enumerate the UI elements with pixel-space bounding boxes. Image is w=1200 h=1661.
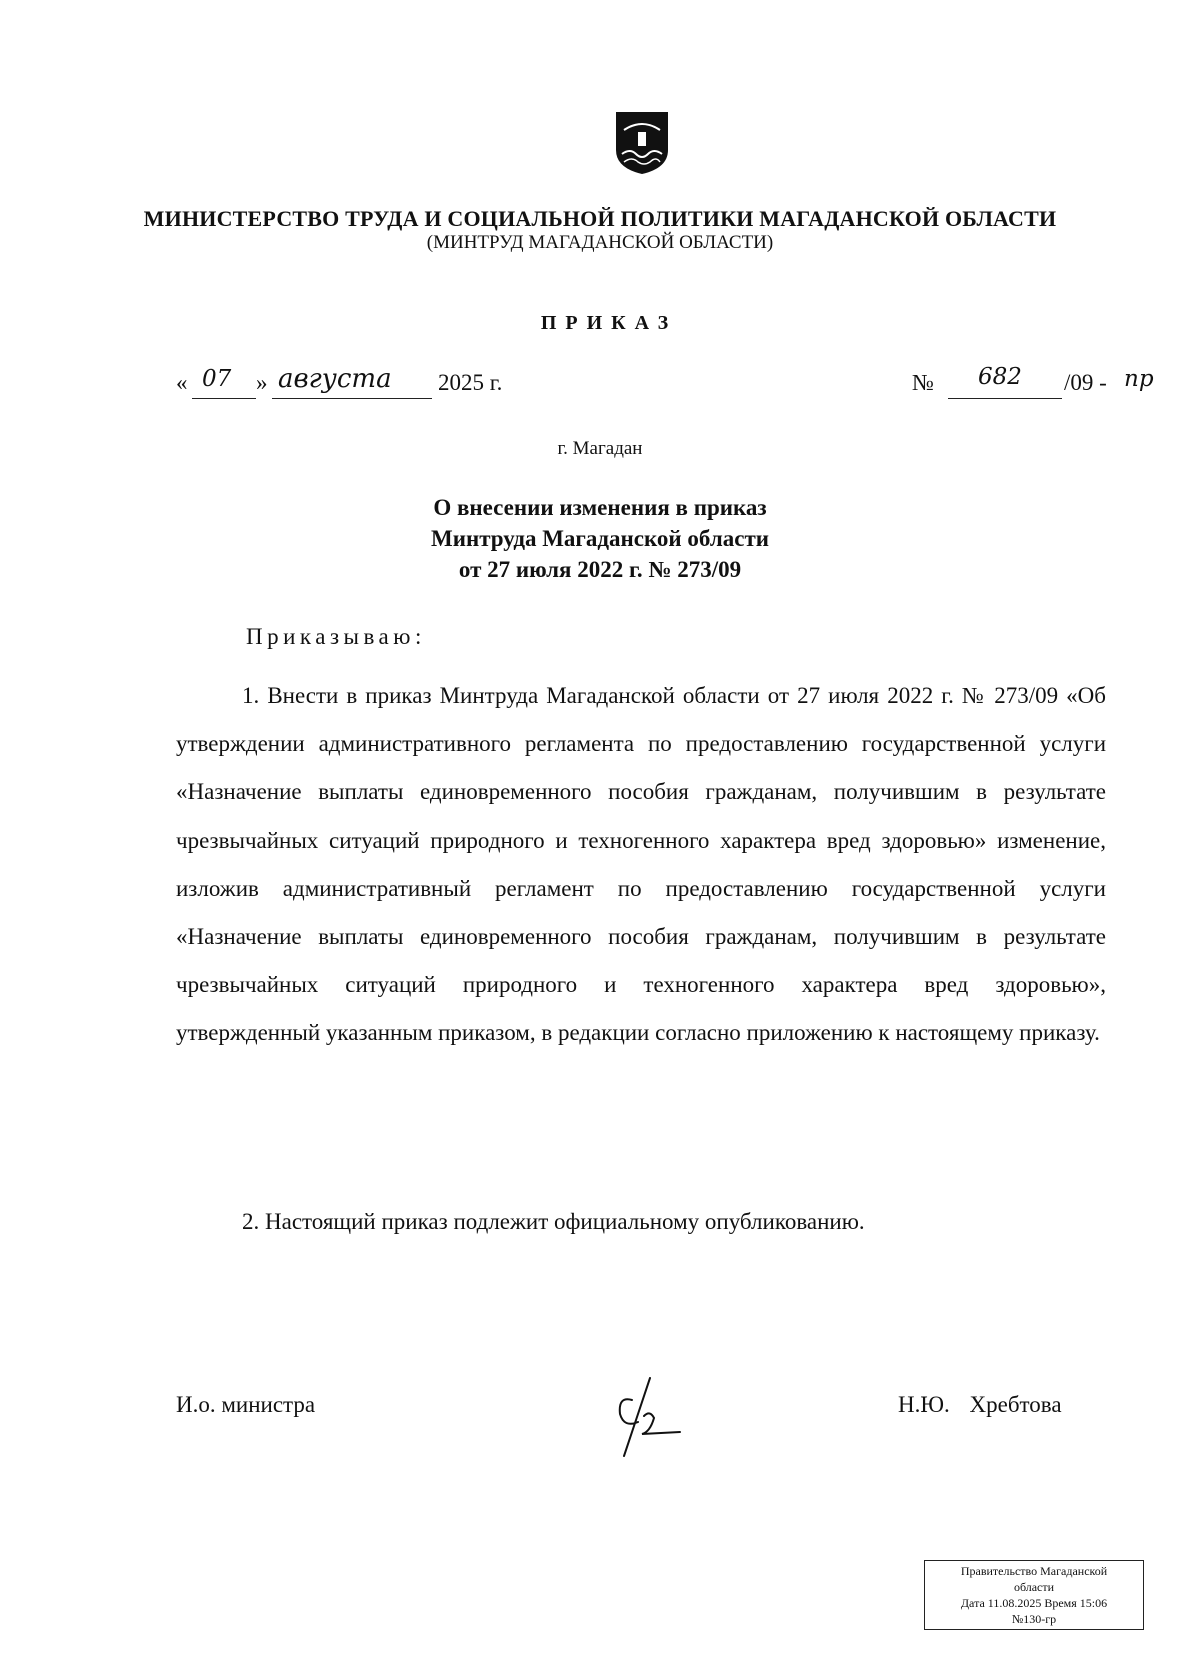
number-sign: № bbox=[912, 370, 934, 395]
stamp-line-1: Правительство Магаданской bbox=[960, 1564, 1108, 1578]
ministry-name: МИНИСТЕРСТВО ТРУДА И СОЦИАЛЬНОЙ ПОЛИТИКИ МАГАДАНСКОЙ ОБЛАСТИ bbox=[143, 206, 1057, 231]
stamp-line-4: №130-гр bbox=[1011, 1612, 1057, 1626]
signatory-name: Н.Ю. Хребтова bbox=[898, 1392, 1062, 1417]
body-paragraph-2: 2. Настоящий приказ подлежит официальному опубликованию. bbox=[242, 1209, 865, 1234]
date-day-handwritten: 07 bbox=[202, 366, 232, 392]
order-date bbox=[176, 364, 536, 404]
document-type-title: ПРИКАЗ bbox=[540, 312, 678, 334]
ministry-short-name: (МИНТРУД МАГАДАНСКОЙ ОБЛАСТИ) bbox=[426, 232, 774, 253]
number-underline bbox=[948, 398, 1062, 399]
coat-of-arms-icon bbox=[614, 110, 670, 176]
subject-line-2: Минтруда Магаданской области bbox=[430, 526, 769, 551]
date-close-quote: » bbox=[256, 370, 268, 395]
date-year: 2025 г. bbox=[438, 370, 503, 395]
number-suffix: /09 - bbox=[1064, 370, 1107, 395]
date-month-underline bbox=[272, 398, 432, 399]
number-hand-suffix: пр bbox=[1124, 366, 1154, 392]
date-open-quote: « bbox=[176, 370, 188, 395]
order-subject bbox=[0, 492, 1200, 585]
signatory-position: И.о. министра bbox=[176, 1392, 316, 1417]
order-number bbox=[912, 364, 1162, 404]
body-paragraph-1 bbox=[176, 672, 1106, 1058]
registration-stamp bbox=[924, 1560, 1144, 1630]
handwritten-signature bbox=[610, 1370, 690, 1460]
paragraph-1-text: 1. Внести в приказ Минтруда Магаданской области от 27 июля 2022 г. № 273/09 «Об утверждении административного регламента по предоставлению государственной услуги «Назначение выплаты единовременного пособия гражданам, получившим в результате чрезвычайных ситуаций природного и техногенного характера вред здоровью» изменение, изложив административный регламент по предоставлению государственной услуги «Назначение выплаты единовременного пособия гражданам, получившим в результате чрезвычайных ситуаций природного и техногенного характера вред здоровью», утвержденный указанным приказом, в редакции согласно приложению к настоящему приказу. bbox=[176, 683, 1106, 1046]
ordering-word: Приказываю: bbox=[246, 624, 426, 649]
subject-line-3: от 27 июля 2022 г. № 273/09 bbox=[458, 557, 742, 582]
city: г. Магадан bbox=[557, 438, 643, 459]
stamp-line-3: Дата 11.08.2025 Время 15:06 bbox=[960, 1596, 1108, 1610]
stamp-line-2: области bbox=[1013, 1580, 1055, 1594]
number-handwritten: 682 bbox=[978, 364, 1022, 390]
subject-line-1: О внесении изменения в приказ bbox=[433, 495, 767, 520]
date-day-underline bbox=[192, 398, 256, 399]
date-month-handwritten: августа bbox=[278, 364, 392, 394]
